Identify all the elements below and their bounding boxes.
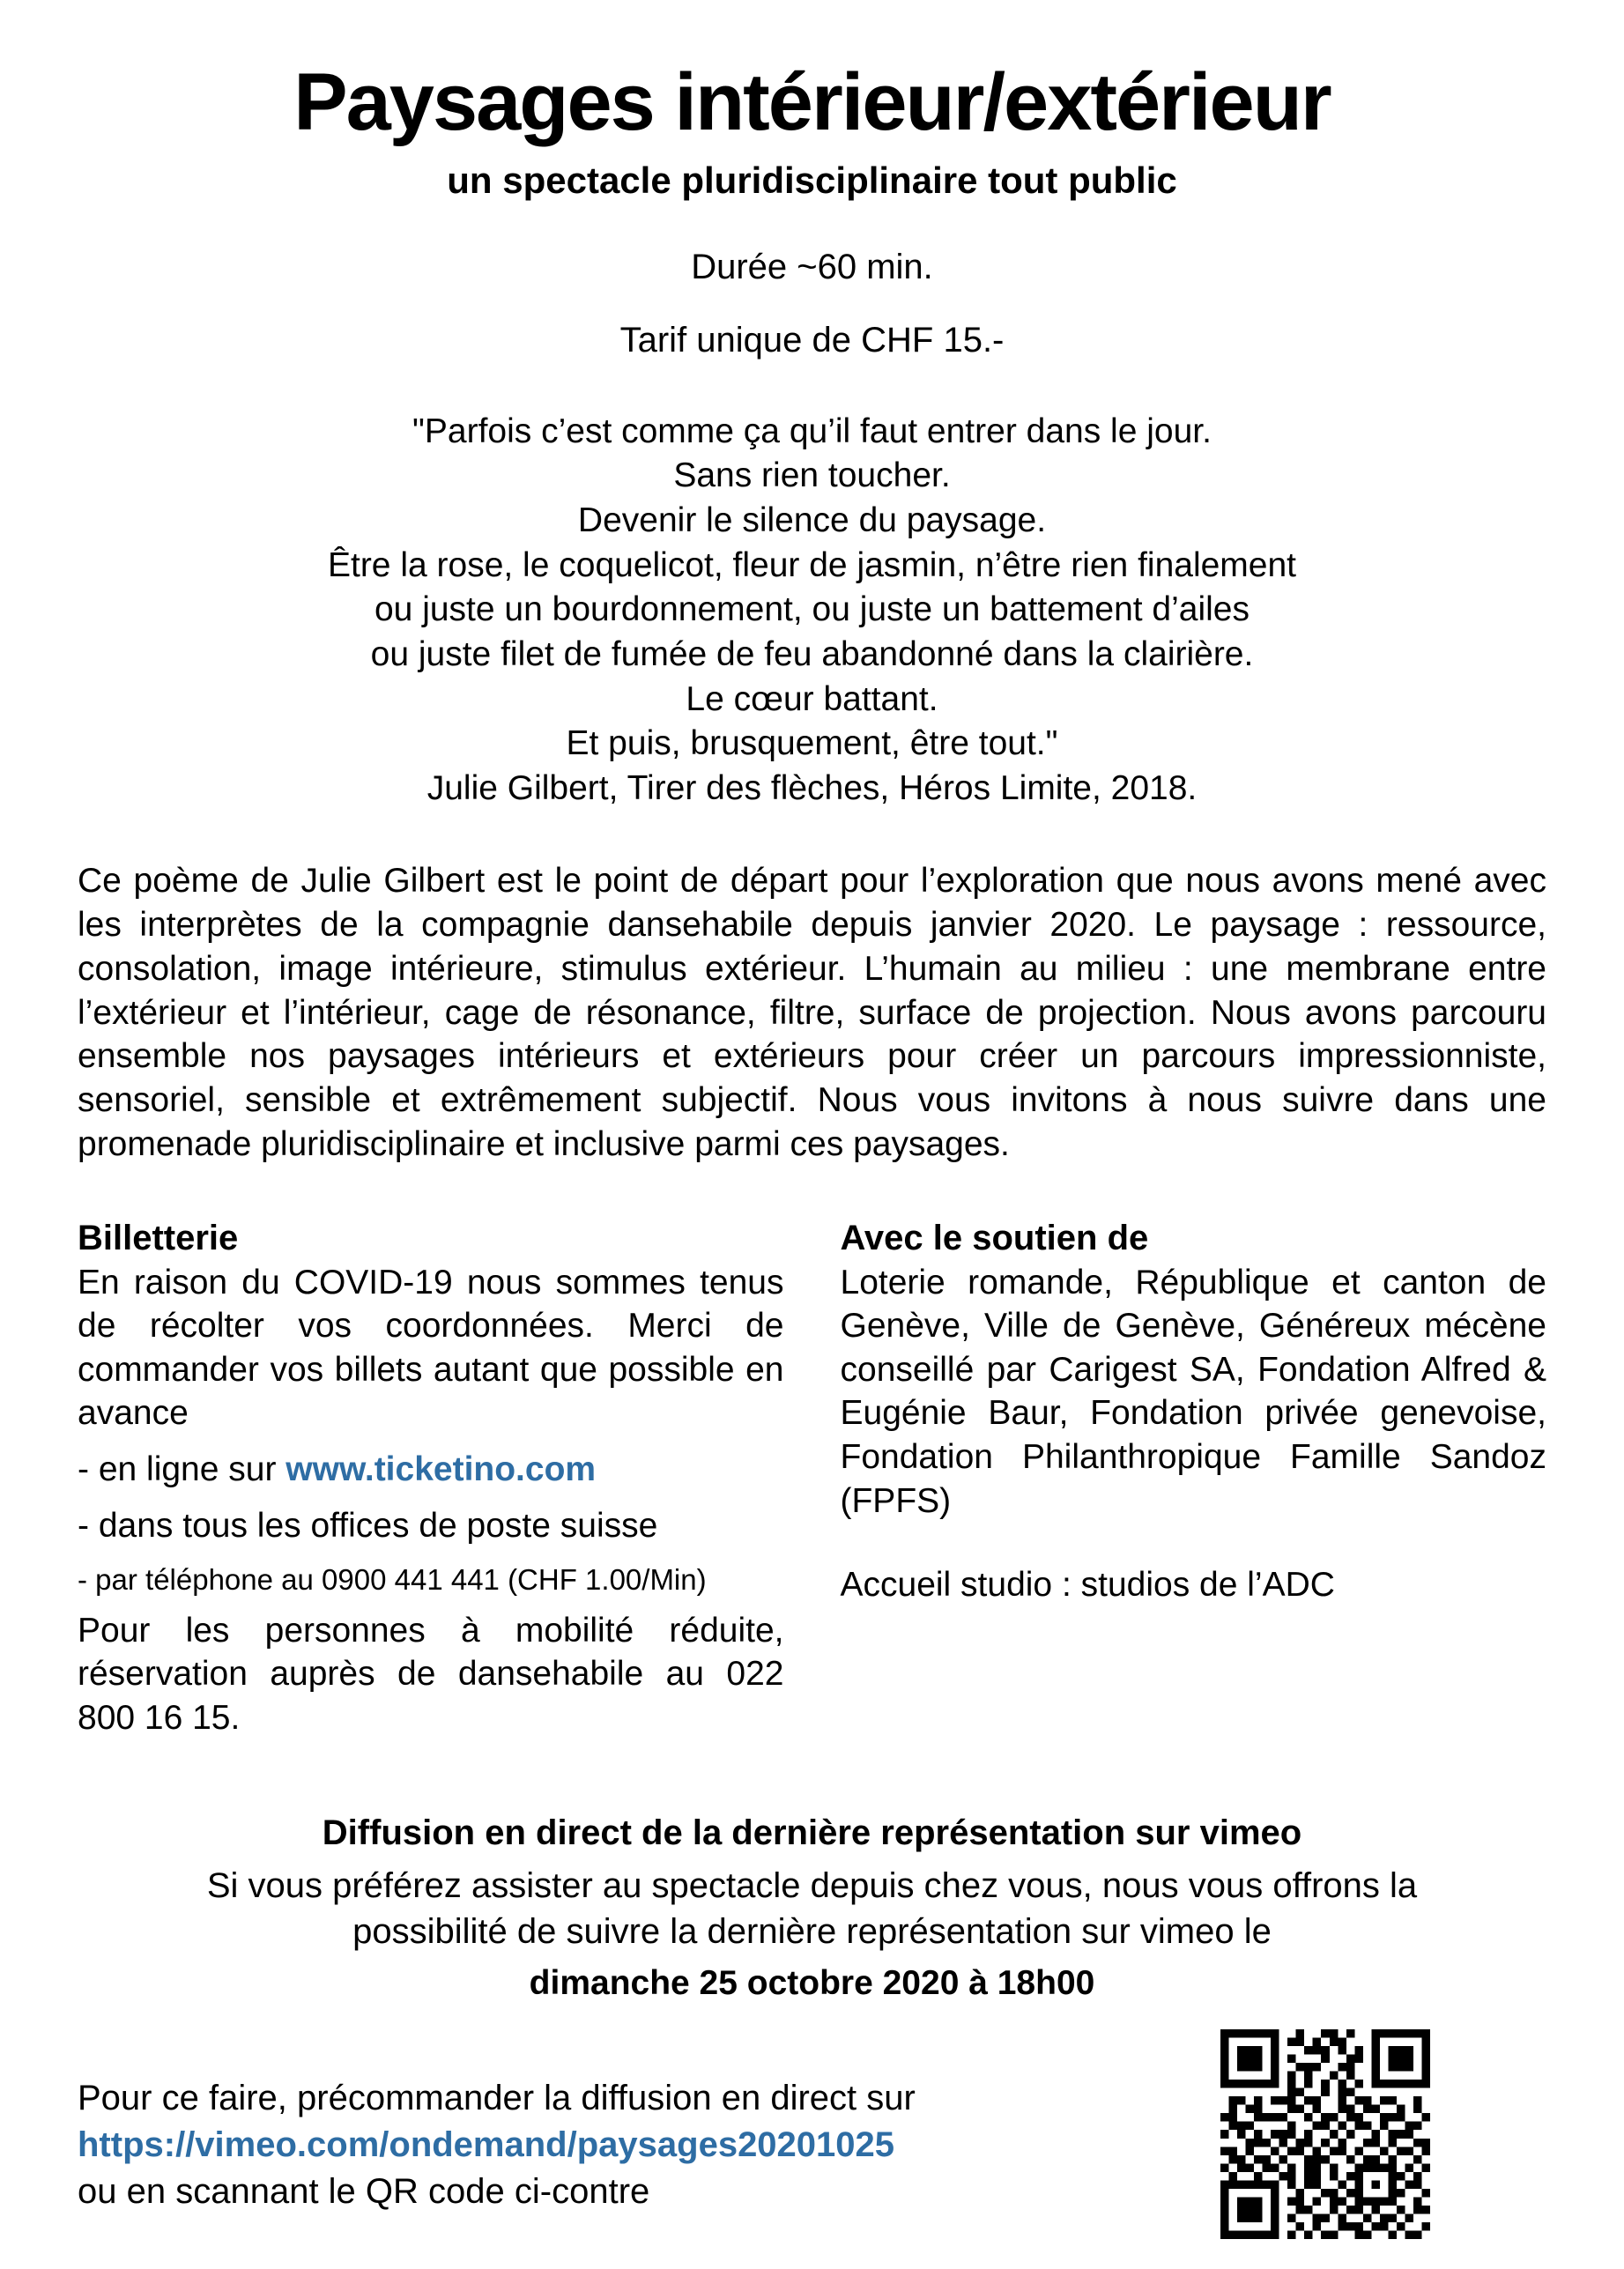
page-title: Paysages intérieur/extérieur: [293, 57, 1331, 147]
soutien-heading: Avec le soutien de: [840, 1219, 1149, 1258]
preorder-section: [78, 2029, 1546, 2214]
qr-code-image: [1220, 2029, 1430, 2239]
intro-paragraph: Ce poème de Julie Gilbert est le point de départ pour l’exploration que nous avons mené avec les interprètes de la compagnie dansehabile depuis janvier 2020. Le paysage : ressource, consolation, image intérieure, stimulus extérieur. L’humain au milieu : une membrane entre l’extérieur et l’intérieur, cage de résonance, filtre, surface de projection. Nous avons parcouru ensemble nos paysages intérieurs et extérieurs pour créer un parcours impressionniste, sensoriel, sensible et extrêmement subjectif. Nous vous invitons à nous suivre dans une promenade pluridisciplinaire et inclusive parmi ces paysages.: [78, 861, 1546, 1164]
billetterie-option-online: [78, 1448, 784, 1492]
poem-line: ou juste un bourdonnement, ou juste un battement d’ailes: [374, 590, 1250, 629]
poem-line: "Parfois c’est comme ça qu’il faut entrer dans le jour.: [412, 412, 1212, 450]
ticketino-link[interactable]: www.ticketino.com: [285, 1450, 597, 1488]
price-text: Tarif unique de CHF 15.-: [619, 320, 1005, 360]
qr-code: [1220, 2029, 1430, 2239]
poem-line: Être la rose, le coquelicot, fleur de jasmin, n’être rien finalement: [327, 545, 1297, 584]
diffusion-body-line1: Si vous préférez assister au spectacle depuis chez vous, nous vous offrons la: [206, 1866, 1418, 1906]
poem-quote: [78, 410, 1546, 812]
poem-line: Devenir le silence du paysage.: [577, 501, 1047, 539]
diffusion-heading: Diffusion en direct de la dernière représentation sur vimeo: [322, 1813, 1302, 1853]
poem-line: Sans rien toucher.: [673, 456, 951, 495]
stream-datetime: dimanche 25 octobre 2020 à 18h00: [529, 1964, 1095, 2003]
mobility-note: Pour les personnes à mobilité réduite, réservation auprès de dansehabile au 022 800 16 15.: [78, 1611, 784, 1737]
diffusion-body-line2: possibilité de suivre la dernière représentation sur vimeo le: [352, 1912, 1272, 1952]
online-option-label: - en ligne sur: [78, 1450, 286, 1488]
info-columns: [78, 1216, 1546, 1739]
soutien-column: [841, 1216, 1547, 1739]
soutien-body: Loterie romande, République et canton de Genève, Ville de Genève, Généreux mécène conseillé par Carigest SA, Fondation Alfred & Eugénie Baur, Fondation privée genevoise, Fondation Philanthropique Famille Sandoz (FPFS): [840, 1263, 1546, 1520]
billetterie-heading: Billetterie: [78, 1219, 239, 1258]
poem-line: Et puis, brusquement, être tout.": [566, 724, 1058, 763]
poem-attribution: Julie Gilbert, Tirer des flèches, Héros Limite, 2018.: [426, 769, 1198, 808]
vimeo-link[interactable]: https://vimeo.com/ondemand/paysages20201025: [78, 2124, 895, 2164]
billetterie-column: [78, 1216, 784, 1739]
billetterie-option-phone: - par téléphone au 0900 441 441 (CHF 1.00/Min): [78, 1563, 707, 1597]
accueil-studio-text: Accueil studio : studios de l’ADC: [840, 1566, 1335, 1605]
diffusion-section: [78, 1810, 1546, 2006]
billetterie-option-post: - dans tous les offices de poste suisse: [78, 1506, 658, 1545]
page-subtitle: un spectacle pluridisciplinaire tout public: [447, 159, 1177, 201]
billetterie-body: En raison du COVID-19 nous sommes tenus de récolter vos coordonnées. Merci de commander vos billets autant que possible en avance: [78, 1263, 784, 1433]
duration-text: Durée ~60 min.: [691, 247, 933, 286]
poem-line: ou juste filet de fumée de feu abandonné dans la clairière.: [370, 635, 1254, 674]
preorder-line1: Pour ce faire, précommander la diffusion en direct sur: [78, 2079, 916, 2118]
poem-line: Le cœur battant.: [686, 679, 938, 718]
preorder-line3: ou en scannant le QR code ci-contre: [78, 2171, 650, 2211]
